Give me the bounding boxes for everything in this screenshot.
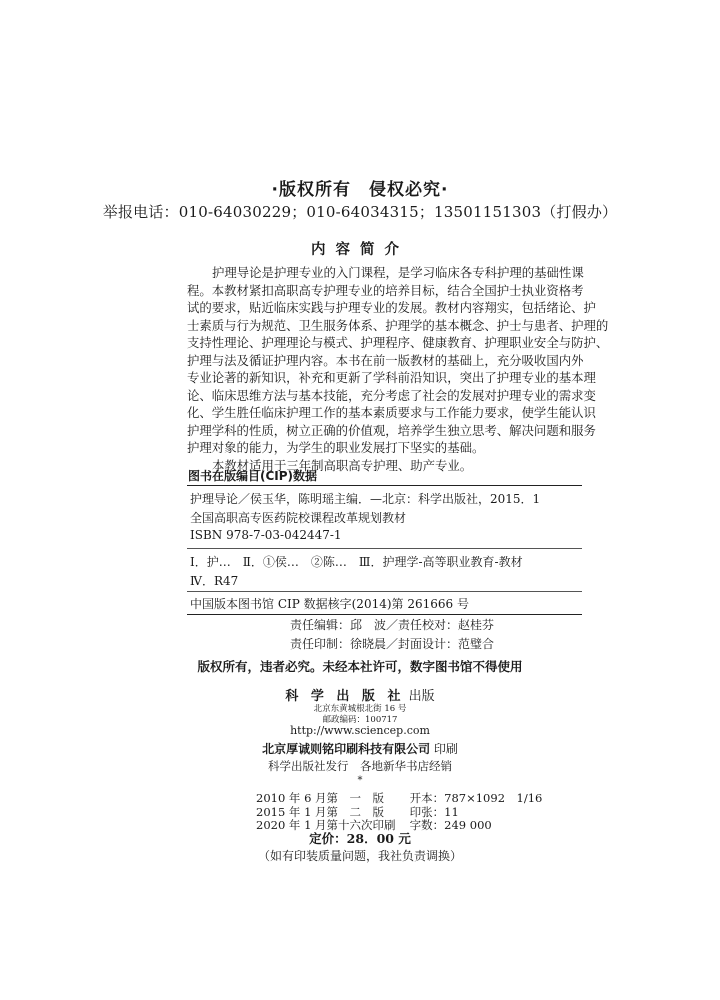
- summary-heading: 内容简介: [311, 242, 409, 258]
- cip-line-record: 中国版本图书馆 CIP 数据核字(2014)第 261666 号: [190, 597, 469, 611]
- publisher-address: 北京东黄城根北街 16 号: [313, 704, 407, 714]
- publisher-postcode: 邮政编码：100717: [322, 715, 398, 725]
- distribution: 科学出版社发行 各地新华书店经销: [268, 759, 452, 773]
- summary-line: 护理对象的能力，为学生的职业发展打下坚实的基础。: [187, 440, 485, 455]
- summary-line: 本教材适用于三年制高职高专护理、助产专业。: [212, 457, 473, 473]
- cip-line-isbn: ISBN 978-7-03-042447-1: [190, 528, 342, 542]
- summary-line: 支持性理论、护理理论与模式、护理程序、健康教育、护理职业安全与防护、: [187, 335, 609, 350]
- cip-line-class-code: Ⅳ．R47: [190, 574, 239, 588]
- word-count: 字数：249 000: [409, 818, 492, 832]
- cip-line-title: 护理导论／侯玉华，陈明瑶主编．—北京：科学出版社，2015．1: [190, 492, 541, 506]
- publisher-url: http://www.sciencep.com: [290, 724, 430, 737]
- summary-line: 程。本教材紧扣高职高专护理专业的培养目标，结合全国护士执业资格考: [187, 282, 584, 298]
- summary-line: 护理导论是护理专业的入门课程，是学习临床各专科护理的基础性课: [212, 265, 584, 280]
- printer: [0, 740, 720, 757]
- copyright-title: ·版权所有 侵权必究·: [271, 180, 449, 200]
- publisher-name-text: 科 学 出 版 社: [285, 689, 405, 704]
- cip-divider: [187, 548, 582, 549]
- printer-suffix: 印刷: [433, 742, 458, 756]
- summary-line: 专业论著的新知识，补充和更新了学科前沿知识，突出了护理专业的基本理: [187, 370, 596, 385]
- price: 定价：28．00 元: [309, 831, 411, 846]
- printer-name: 北京厚诚则铭印刷科技有限公司: [262, 742, 431, 756]
- staff-editors: 责任编辑：邱 波／责任校对：赵桂芬: [290, 618, 495, 632]
- edition-date: 2010 年 6 月第 一 版: [256, 791, 385, 805]
- digital-library-notice: 版权所有，违者必究。未经本社许可，数字图书馆不得使用: [197, 659, 523, 674]
- edition-date: 2015 年 1 月第 二 版: [256, 805, 385, 819]
- sheet-info: 印张：11: [409, 805, 459, 819]
- separator-star: *: [357, 775, 363, 786]
- cip-line-classification: Ⅰ．护… Ⅱ．①侯… ②陈… Ⅲ．护理学-高等职业教育-教材: [190, 555, 523, 569]
- printing-date: 2020 年 1 月第十六次印刷: [256, 818, 396, 832]
- summary-line: 化、学生胜任临床护理工作的基本素质要求与工作能力要求，使学生能认识: [187, 405, 596, 420]
- cip-box: [187, 485, 582, 615]
- quality-note: （如有印装质量问题，我社负责调换）: [257, 849, 462, 863]
- cip-divider: [187, 591, 582, 592]
- summary-line: 士素质与行为规范、卫生服务体系、护理学的基本概念、护士与患者、护理的: [187, 317, 609, 333]
- staff-printing: 责任印制：徐晓晨／封面设计：范璧合: [290, 637, 495, 651]
- summary-line: 试的要求，贴近临床实践与护理专业的发展。教材内容翔实，包括绪论、护: [187, 300, 596, 315]
- report-phone: 举报电话：010-64030229；010-64034315；13501151303（打假办）: [102, 203, 618, 221]
- cip-line-series: 全国高职高专医药院校课程改革规划教材: [190, 511, 407, 525]
- summary-line: 护理与法及循证护理内容。本书在前一版教材的基础上，充分吸收国内外: [187, 352, 584, 368]
- format-info: 开本：787×1092 1/16: [409, 791, 543, 805]
- summary-line: 护理学科的性质，树立正确的价值观，培养学生独立思考、解决问题和服务: [187, 422, 596, 438]
- cip-heading: 图书在版编目(CIP)数据: [188, 469, 318, 483]
- summary-line: 论、临床思维方法与基本技能，充分考虑了社会的发展对护理专业的需求变: [187, 387, 596, 403]
- summary-body: [187, 264, 609, 474]
- publisher-name-suffix: 出版: [408, 689, 435, 704]
